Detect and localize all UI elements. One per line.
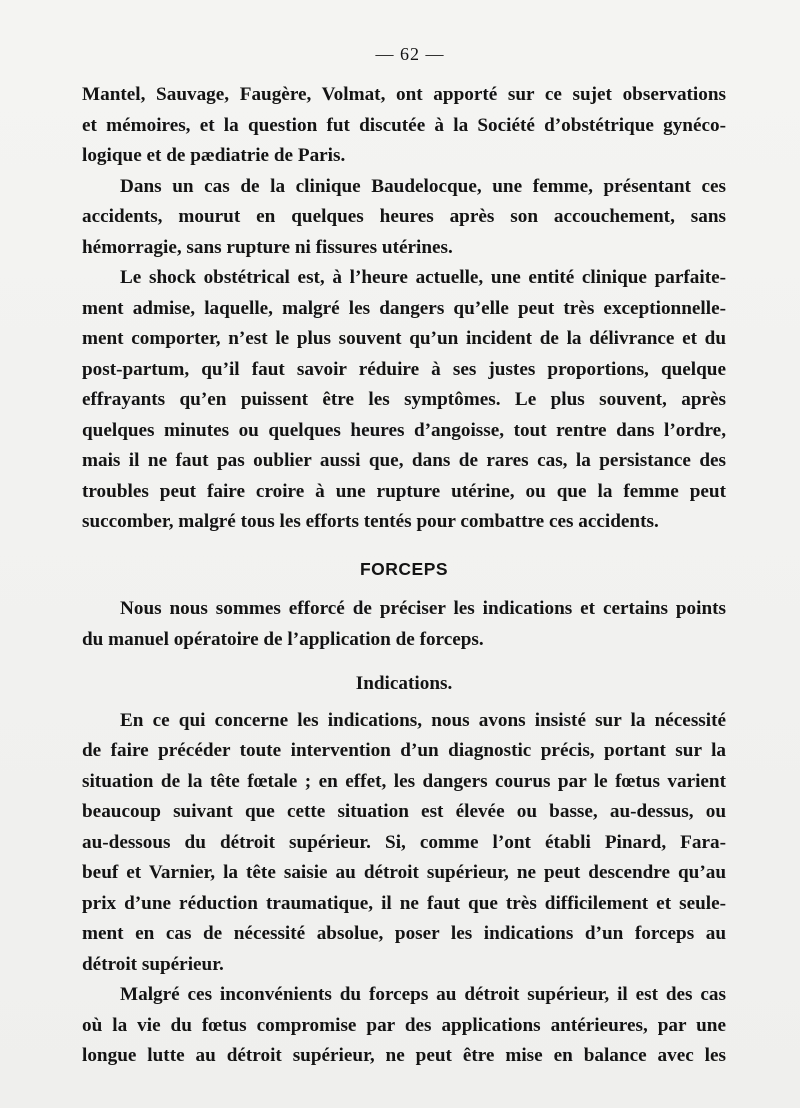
text-line: accidents, mourut en quelques heures après son accouchement, sans (82, 206, 726, 227)
text-line: succomber, malgré tous les efforts tentés pour combattre ces accidents. (82, 511, 659, 532)
subsection-heading-indications: Indications. (355, 673, 453, 694)
text-line: effrayants qu’en puissent être les symptômes. Le plus souvent, après (82, 389, 726, 410)
text-line: troubles peut faire croire à une rupture utérine, ou que la femme peut (82, 480, 726, 502)
text-line: Mantel, Sauvage, Faugère, Volmat, ont apporté sur ce sujet observations (82, 84, 726, 105)
text-line: Le shock obstétrical est, à l’heure actuelle, une entité clinique parfaite- (120, 267, 726, 288)
text-line: Dans un cas de la clinique Baudelocque, une femme, présentant ces (120, 175, 726, 197)
text-line: du manuel opératoire de l’application de forceps. (82, 628, 484, 650)
text-line: hémorragie, sans rupture ni fissures utérines. (82, 236, 453, 258)
text-line: longue lutte au détroit supérieur, ne peut être mise en balance avec les (82, 1045, 726, 1066)
body-text (82, 80, 726, 1072)
text-line: et mémoires, et la question fut discutée à la Société d’obstétrique gynéco- (82, 114, 726, 136)
text-line: quelques minutes ou quelques heures d’angoisse, tout rentre dans l’ordre, (82, 419, 726, 441)
text-line: beaucoup suivant que cette situation est élevée ou basse, au-dessus, ou (82, 801, 726, 822)
text-line: au-dessous du détroit supérieur. Si, comme l’ont établi Pinard, Fara- (82, 831, 726, 853)
text-line: de faire précéder toute intervention d’un diagnostic précis, portant sur la (82, 740, 726, 761)
text-line: situation de la tête fœtale ; en effet, les dangers courus par le fœtus varient (82, 770, 726, 792)
text-line: prix d’une réduction traumatique, il ne faut que très difficilement et seule- (82, 892, 726, 914)
text-line: post-partum, qu’il faut savoir réduire à ses justes proportions, quelque (82, 358, 726, 380)
section-heading-forceps: FORCEPS (359, 558, 449, 579)
text-line: mais il ne faut pas oublier aussi que, dans de rares cas, la persistance des (82, 450, 726, 471)
text-line: ment comporter, n’est le plus souvent qu’un incident de la délivrance et du (82, 328, 726, 349)
text-line: logique et de pædiatrie de Paris. (82, 145, 346, 166)
text-line: beuf et Varnier, la tête saisie au détroit supérieur, ne peut descendre qu’au (82, 862, 726, 883)
text-line: détroit supérieur. (82, 953, 224, 975)
text-line: ment en cas de nécessité absolue, poser les indications d’un forceps au (82, 923, 726, 944)
text-line: où la vie du fœtus compromise par des applications antérieures, par une (82, 1014, 726, 1036)
text-line: ment admise, laquelle, malgré les dangers qu’elle peut très exceptionnelle- (82, 297, 726, 319)
text-line: Malgré ces inconvénients du forceps au détroit supérieur, il est des cas (120, 984, 726, 1005)
text-line: Nous nous sommes efforcé de préciser les indications et certains points (120, 598, 726, 619)
text-line: En ce qui concerne les indications, nous avons insisté sur la nécessité (120, 709, 726, 731)
page-number: — 62 — (375, 44, 445, 64)
